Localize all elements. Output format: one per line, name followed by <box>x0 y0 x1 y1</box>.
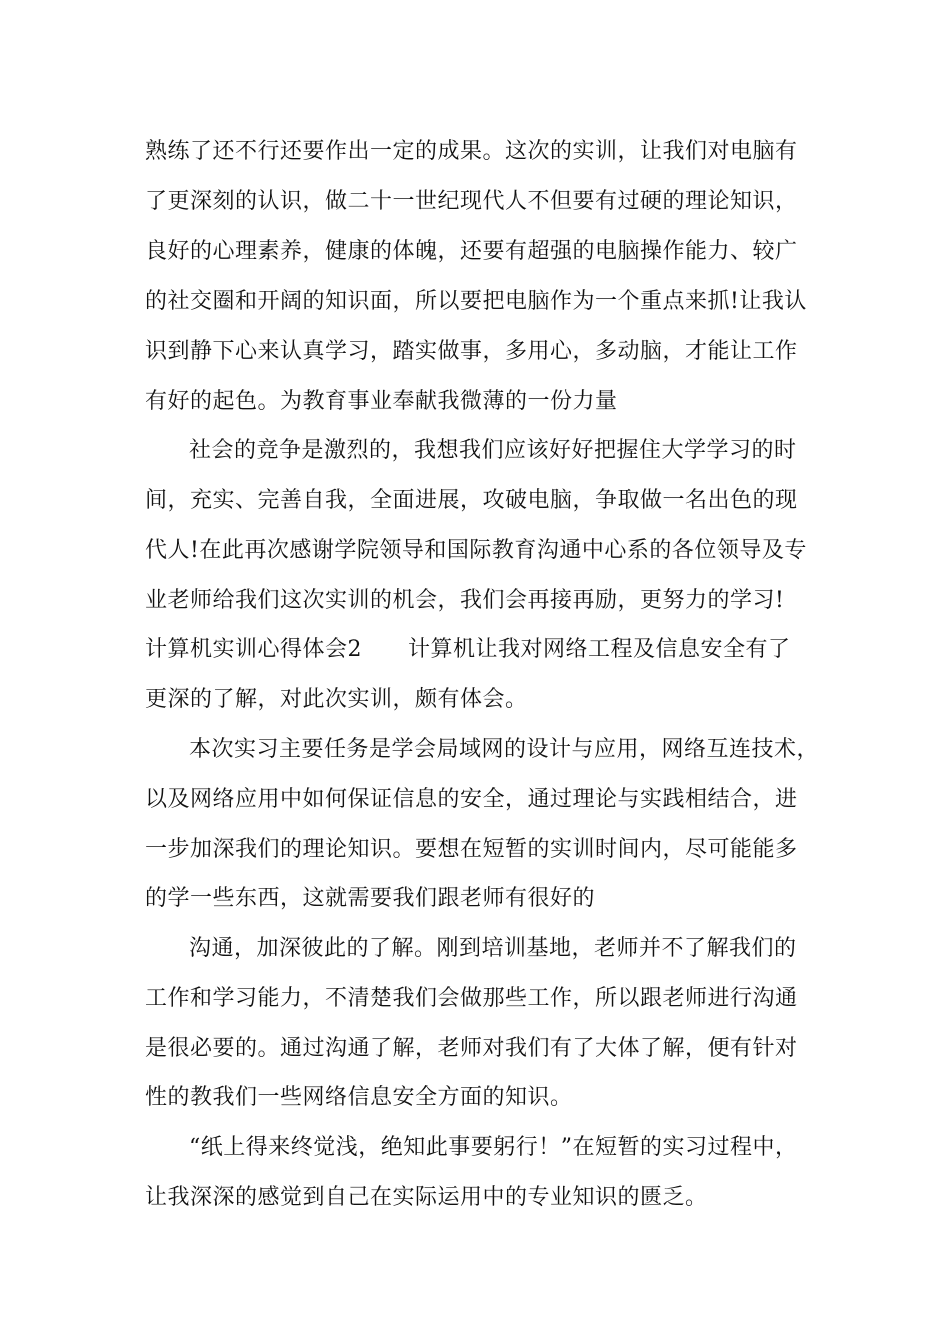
paragraph-line: 良好的心理素养，健康的体魄，还要有超强的电脑操作能力、较广 <box>145 239 798 264</box>
paragraph-line: 性的教我们一些网络信息安全方面的知识。 <box>145 1085 573 1110</box>
paragraph-line: 的社交圈和开阔的知识面，所以要把电脑作为一个重点来抓!让我认 <box>145 289 807 314</box>
paragraph-line: 本次实习主要任务是学会局域网的设计与应用，网络互连技术， <box>189 737 820 762</box>
paragraph-line: 沟通，加深彼此的了解。刚到培训基地，老师并不了解我们的 <box>189 936 797 961</box>
section-heading: 计算机实训心得体会2 <box>145 637 362 662</box>
paragraph-line: “纸上得来终觉浅，绝知此事要躬行！”在短暂的实习过程中， <box>189 1135 798 1160</box>
paragraph-line: 了更深刻的认识，做二十一世纪现代人不但要有过硬的理论知识， <box>145 189 798 214</box>
paragraph-line: 一步加深我们的理论知识。要想在短暂的实训时间内，尽可能能多 <box>145 837 798 862</box>
paragraph-line: 社会的竞争是激烈的，我想我们应该好好把握住大学学习的时 <box>189 438 797 463</box>
paragraph-line: 代人!在此再次感谢学院领导和国际教育沟通中心系的各位领导及专 <box>145 538 807 563</box>
paragraph-text: 计算机让我对网络工程及信息安全有了 <box>408 637 791 662</box>
paragraph-line: 让我深深的感觉到自己在实际运用中的专业知识的匮乏。 <box>145 1185 708 1210</box>
paragraph-line: 有好的起色。为教育事业奉献我微薄的一份力量 <box>145 389 618 414</box>
section-heading-line <box>145 635 845 665</box>
paragraph-line: 工作和学习能力，不清楚我们会做那些工作，所以跟老师进行沟通 <box>145 986 798 1011</box>
paragraph-line: 以及网络应用中如何保证信息的安全，通过理论与实践相结合，进 <box>145 787 798 812</box>
paragraph-line: 间，充实、完善自我，全面进展，攻破电脑，争取做一名出色的现 <box>145 488 798 513</box>
paragraph-line: 业老师给我们这次实训的机会，我们会再接再励，更努力的学习! <box>145 588 785 613</box>
paragraph-line: 识到静下心来认真学习，踏实做事，多用心，多动脑，才能让工作 <box>145 339 798 364</box>
paragraph-line: 更深的了解，对此次实训，颇有体会。 <box>145 687 528 712</box>
paragraph-line: 熟练了还不行还要作出一定的成果。这次的实训，让我们对电脑有 <box>145 139 798 164</box>
paragraph-line: 是很必要的。通过沟通了解，老师对我们有了大体了解，便有针对 <box>145 1036 798 1061</box>
paragraph-line: 的学一些东西，这就需要我们跟老师有很好的 <box>145 886 596 911</box>
